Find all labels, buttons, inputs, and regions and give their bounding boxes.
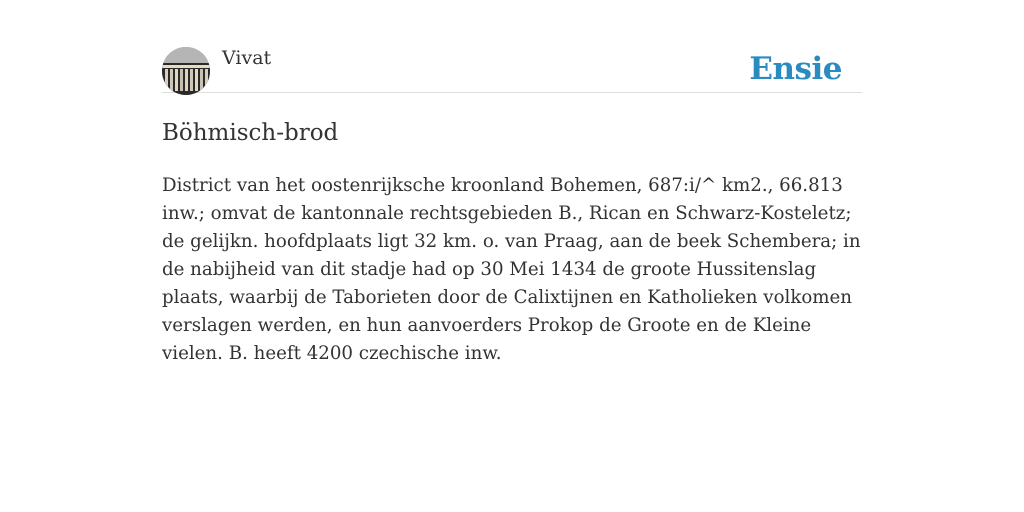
article-body: District van het oostenrijksche kroonland Bohemen, 687:i/^ km2., 66.813 inw.; omvat de kantonnale rechtsgebieden B., Rican en Schwarz-Kosteletz; de gelijkn. hoofdplaats ligt 32 km. o. van Praag, aan de beek Schembera; in de nabijheid van dit stadje had op 30 Mei 1434 de groote Hussitenslag plaats, waarbij de Taborieten door de Calixtijnen en Katholieken volkomen verslagen werden, en hun aanvoerders Prokop de Groote en de Kleine vielen. B. heeft 4200 czechische inw.	[162, 175, 861, 364]
brand-logo[interactable]: Ensie	[749, 51, 842, 87]
author-link[interactable]: Vivat	[222, 47, 272, 69]
article-title: Böhmisch-brod	[162, 120, 339, 146]
article-header	[162, 40, 862, 93]
bookshelf-avatar-icon[interactable]	[162, 47, 210, 95]
article-card	[162, 40, 862, 368]
